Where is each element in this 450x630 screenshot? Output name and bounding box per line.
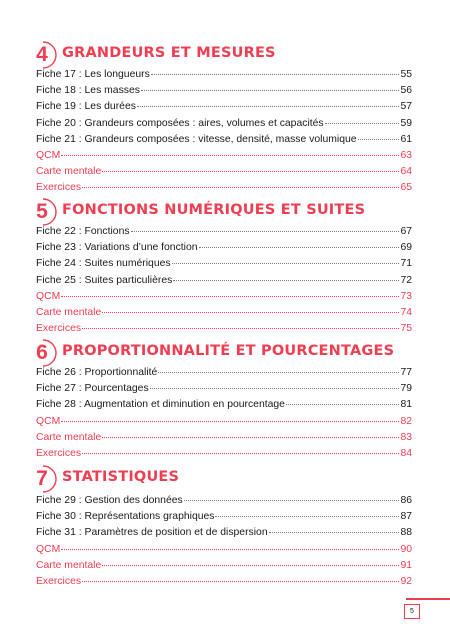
section-number: 4 (36, 43, 48, 66)
toc-entry[interactable] (36, 509, 412, 525)
entry-page: 59 (400, 117, 412, 129)
section-5 (36, 197, 412, 335)
leader-dots (215, 516, 399, 517)
entry-page: 71 (400, 258, 412, 270)
footer-rule (406, 598, 450, 600)
entry-page: 92 (400, 575, 412, 587)
section-number: 5 (36, 200, 48, 223)
toc-entry-qcm[interactable] (36, 289, 412, 305)
leader-dots (137, 106, 400, 107)
toc-entry[interactable] (36, 116, 412, 132)
entry-page: 67 (400, 226, 412, 237)
entry-label: QCM (36, 149, 61, 161)
entry-page: 69 (400, 242, 412, 254)
toc-entry[interactable] (36, 132, 412, 148)
leader-dots (82, 581, 399, 582)
toc-entry-carte-mentale[interactable] (36, 558, 412, 574)
entry-label: Fiche 20 : Grandeurs composées : aires, volumes et capacités (36, 117, 324, 129)
entry-label: Carte mentale (36, 166, 102, 178)
section-number: 7 (36, 467, 48, 490)
entry-page: 82 (400, 415, 412, 427)
leader-dots (141, 90, 399, 91)
toc-entry-carte-mentale[interactable] (36, 164, 412, 180)
entry-label: Fiche 29 : Gestion des données (36, 495, 183, 506)
toc-entry[interactable] (36, 240, 412, 256)
leader-dots (61, 155, 399, 156)
toc-entry[interactable] (36, 493, 412, 509)
entry-page: 61 (400, 133, 412, 145)
leader-dots (325, 123, 400, 124)
section-6 (36, 338, 412, 459)
leader-dots (82, 328, 399, 329)
leader-dots (269, 532, 400, 533)
entry-list (36, 67, 412, 197)
leader-dots (61, 296, 399, 297)
entry-page: 65 (400, 182, 412, 194)
toc-entry[interactable] (36, 525, 412, 541)
leader-dots (102, 171, 399, 172)
entry-label: Fiche 21 : Grandeurs composées : vitesse, densité, masse volumique (36, 133, 357, 145)
leader-dots (158, 372, 399, 373)
entry-label: Exercices (36, 575, 82, 587)
section-number-badge (34, 197, 60, 227)
section-heading (36, 338, 412, 368)
entry-label: Exercices (36, 323, 82, 335)
toc-entry[interactable] (36, 256, 412, 272)
entry-label: Fiche 22 : Fonctions (36, 226, 130, 237)
toc-entry[interactable] (36, 397, 412, 413)
section-heading (36, 464, 412, 494)
toc-entry-qcm[interactable] (36, 414, 412, 430)
entry-list (36, 224, 412, 337)
entry-label: Exercices (36, 447, 82, 459)
entry-label: Fiche 17 : Les longueurs (36, 69, 150, 80)
section-7 (36, 464, 412, 587)
entry-page: 77 (400, 367, 412, 378)
leader-dots (82, 453, 399, 454)
section-title: PROPORTIONNALITÉ ET POURCENTAGES (62, 343, 395, 359)
entry-label: Carte mentale (36, 559, 102, 571)
entry-page: 56 (400, 85, 412, 97)
leader-dots (131, 231, 400, 232)
entry-label: QCM (36, 415, 61, 427)
leader-dots (173, 280, 399, 281)
toc-entry[interactable] (36, 273, 412, 289)
entry-page: 81 (400, 399, 412, 411)
toc-entry-qcm[interactable] (36, 542, 412, 558)
toc-entry-exercices[interactable] (36, 321, 412, 337)
section-number: 6 (36, 341, 48, 364)
toc-entry[interactable] (36, 365, 412, 381)
entry-label: QCM (36, 290, 61, 302)
entry-list (36, 493, 412, 590)
entry-page: 75 (400, 323, 412, 335)
leader-dots (286, 404, 399, 405)
page-number: 5 (404, 604, 420, 619)
toc-entry-qcm[interactable] (36, 148, 412, 164)
entry-label: Fiche 30 : Représentations graphiques (36, 511, 215, 523)
section-title: GRANDEURS ET MESURES (62, 45, 276, 61)
entry-label: Fiche 27 : Pourcentages (36, 383, 149, 395)
toc-entry[interactable] (36, 67, 412, 83)
entry-page: 57 (400, 101, 412, 113)
entry-page: 72 (400, 274, 412, 286)
entry-page: 73 (400, 290, 412, 302)
section-4 (36, 40, 412, 194)
section-number-badge (34, 464, 60, 494)
entry-page: 87 (400, 511, 412, 523)
toc-entry[interactable] (36, 99, 412, 115)
toc-entry[interactable] (36, 381, 412, 397)
entry-label: Fiche 18 : Les masses (36, 85, 140, 97)
entry-page: 63 (400, 149, 412, 161)
leader-dots (102, 565, 399, 566)
toc-entry-exercices[interactable] (36, 180, 412, 196)
entry-page: 55 (400, 69, 412, 80)
entry-page: 86 (400, 495, 412, 506)
leader-dots (151, 74, 400, 75)
entry-page: 88 (400, 527, 412, 539)
section-title: STATISTIQUES (62, 469, 180, 485)
leader-dots (184, 500, 400, 501)
leader-dots (82, 187, 399, 188)
entry-page: 84 (400, 447, 412, 459)
entry-label: Fiche 25 : Suites particulières (36, 274, 173, 286)
entry-page: 90 (400, 543, 412, 555)
leader-dots (102, 312, 399, 313)
entry-label: Fiche 19 : Les durées (36, 101, 136, 113)
entry-label: Fiche 24 : Suites numériques (36, 258, 171, 270)
section-number-badge (34, 40, 60, 70)
leader-dots (61, 421, 399, 422)
entry-page: 74 (400, 306, 412, 318)
entry-label: Exercices (36, 182, 82, 194)
entry-label: Fiche 31 : Paramètres de position et de dispersion (36, 527, 268, 539)
leader-dots (61, 549, 399, 550)
section-heading (36, 40, 412, 70)
leader-dots (150, 388, 400, 389)
leader-dots (102, 437, 399, 438)
entry-page: 64 (400, 166, 412, 178)
section-title: FONCTIONS NUMÉRIQUES ET SUITES (62, 202, 366, 218)
entry-label: Fiche 23 : Variations d’une fonction (36, 242, 198, 254)
entry-label: QCM (36, 543, 61, 555)
entry-label: Carte mentale (36, 431, 102, 443)
entry-label: Fiche 26 : Proportionnalité (36, 367, 158, 378)
toc-entry-carte-mentale[interactable] (36, 430, 412, 446)
toc-entry[interactable] (36, 224, 412, 240)
leader-dots (358, 139, 400, 140)
entry-list (36, 365, 412, 462)
entry-page: 83 (400, 431, 412, 443)
entry-label: Fiche 28 : Augmentation et diminution en pourcentage (36, 399, 285, 411)
toc-entry-exercices[interactable] (36, 574, 412, 590)
section-heading (36, 197, 412, 227)
toc-entry-carte-mentale[interactable] (36, 305, 412, 321)
entry-label: Carte mentale (36, 306, 102, 318)
toc-entry[interactable] (36, 83, 412, 99)
entry-page: 79 (400, 383, 412, 395)
toc-entry-exercices[interactable] (36, 446, 412, 462)
leader-dots (199, 247, 400, 248)
section-number-badge (34, 338, 60, 368)
entry-page: 91 (400, 559, 412, 571)
leader-dots (172, 263, 400, 264)
